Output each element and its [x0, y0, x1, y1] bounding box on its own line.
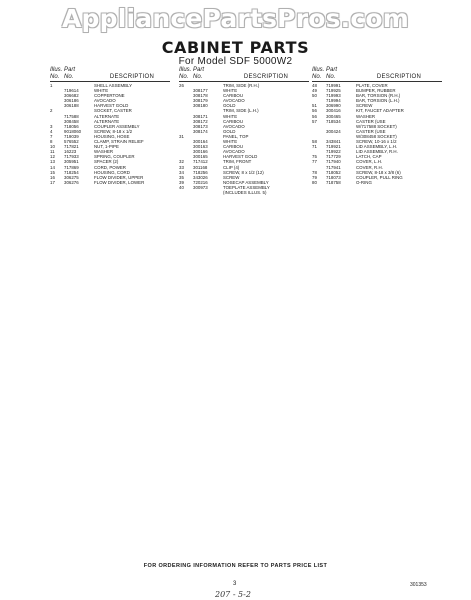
header-illus: Illus. — [50, 67, 63, 73]
illus-number: 10 — [50, 144, 55, 150]
part-number: 306275 — [64, 174, 79, 180]
part-description: TRIM, SIDE (L.H.) — [223, 108, 259, 114]
part-description: O-RING — [356, 179, 372, 185]
watermark-logo: AppliancePartsPros.com — [61, 4, 410, 33]
illus-number: 2 — [50, 108, 53, 114]
part-number: 308177 — [193, 88, 208, 94]
page-subtitle: For Model SDF 5000W2 — [178, 56, 293, 67]
part-description: AVOCADO — [223, 98, 245, 104]
part-description: W/717588 SOCKET) — [356, 123, 397, 129]
part-description: CARIBOU — [223, 93, 244, 99]
part-description: BAR, TORSION (L.H.) — [356, 98, 400, 104]
part-description: SCREW, 8-18 x 1/2 — [94, 128, 133, 134]
part-number: 305951 — [64, 159, 79, 165]
part-description: LID ASSEMBLY, R.H. — [356, 149, 398, 155]
part-description: SOCKET, CASTER — [94, 108, 132, 114]
part-number: 306276 — [64, 179, 79, 185]
part-number: 718534 — [326, 118, 341, 124]
part-description: CASTER (USE — [356, 128, 386, 134]
part-description: PLATE, COVER — [356, 83, 388, 88]
parts-row — [50, 180, 170, 185]
column-header-line2 — [50, 74, 170, 82]
part-description: SCREW — [223, 174, 240, 180]
part-description: GOLD — [223, 128, 236, 134]
parts-column-1 — [50, 67, 170, 185]
part-number: 300166 — [193, 149, 208, 155]
part-description: HOUSING, HOSE — [94, 133, 130, 139]
part-description: CARIBOU — [223, 118, 244, 124]
part-description: TOEPLATE ASSEMBLY — [223, 184, 270, 190]
illus-number: 8 — [50, 139, 53, 145]
header-no-illus: No. — [312, 74, 322, 80]
illus-number: 50 — [312, 93, 317, 99]
illus-number: 11 — [50, 149, 55, 155]
illus-number: 56 — [312, 108, 317, 114]
header-description: DESCRIPTION — [109, 74, 155, 80]
part-number: 300973 — [193, 184, 208, 190]
column-header-line1 — [50, 67, 170, 74]
part-number: 717412 — [193, 159, 208, 165]
illus-number: 3 — [50, 123, 53, 129]
illus-number: 56 — [312, 113, 317, 119]
header-no-part: No. — [326, 74, 336, 80]
part-number: 308172 — [193, 118, 208, 124]
illus-number: 40 — [179, 184, 184, 190]
part-number: 308173 — [193, 123, 208, 129]
part-description: WASHER — [94, 149, 114, 155]
illus-number: 35 — [179, 174, 184, 180]
illus-number: 32 — [179, 159, 184, 165]
header-part: Part — [326, 67, 338, 73]
part-description: CASTER (USE — [356, 118, 386, 124]
part-description: SCREW — [356, 103, 373, 109]
part-number: 576552 — [64, 139, 79, 145]
ordering-note: FOR ORDERING INFORMATION REFER TO PARTS PRICE LIST — [143, 563, 328, 569]
part-description: SPRING, COUPLER — [94, 154, 135, 160]
part-number: 308174 — [193, 128, 208, 134]
part-number: 306682 — [64, 93, 79, 99]
part-description: SCREW, 8 x 1/2 (12) — [223, 169, 264, 175]
part-number: 718056 — [64, 123, 79, 129]
part-description: ALTERNATE — [94, 118, 120, 124]
part-description: FLOW DIVIDER, UPPER — [94, 174, 144, 180]
part-number: 718052 — [326, 169, 341, 175]
part-description: BAR, TORSION (R.H.) — [356, 93, 401, 99]
parts-row — [179, 190, 309, 195]
illus-number: 58 — [312, 139, 317, 145]
header-description: DESCRIPTION — [376, 74, 422, 80]
illus-number: 71 — [312, 144, 317, 150]
part-description: COUPLER ASSEMBLY — [94, 123, 140, 129]
part-description: AVOCADO — [223, 149, 245, 155]
part-number: 719921 — [326, 144, 341, 150]
part-description: GOLD — [223, 103, 236, 109]
parts-row — [312, 180, 442, 185]
illus-number: 75 — [312, 154, 317, 160]
parts-list — [179, 83, 309, 195]
part-description: HARVEST GOLD — [223, 154, 258, 160]
illus-number: 39 — [179, 179, 184, 185]
part-number: 717588 — [64, 113, 79, 119]
illus-number: 14 — [50, 164, 55, 170]
illus-number: 49 — [312, 88, 317, 94]
part-description: CARIBOU — [223, 144, 244, 150]
column-header-line1 — [312, 67, 442, 74]
illus-number: 51 — [312, 103, 317, 109]
part-number — [193, 190, 223, 195]
illus-number: 4 — [50, 128, 53, 134]
column-header-line2 — [179, 74, 309, 82]
part-number: 717933 — [64, 154, 79, 160]
part-description: ALTERNATE — [94, 113, 120, 119]
header-no-part: No. — [193, 74, 203, 80]
illus-number: 17 — [50, 179, 55, 185]
part-number: 308179 — [193, 98, 208, 104]
header-illus: Illus. — [179, 67, 192, 73]
part-description: COPPERTONE — [94, 93, 125, 99]
part-description: NOSECAP ASSEMBLY — [223, 179, 269, 185]
part-number: 717821 — [64, 144, 79, 150]
part-number: 308171 — [193, 113, 208, 119]
illus-number — [179, 190, 193, 195]
illus-number: 26 — [179, 83, 184, 88]
illus-number: 15 — [50, 169, 55, 175]
part-number: 308458 — [64, 118, 79, 124]
illus-number: 57 — [312, 118, 317, 124]
part-number: 717869 — [64, 164, 79, 170]
column-header-line2 — [312, 74, 442, 82]
part-number: 719993 — [326, 93, 341, 99]
part-number: 718256 — [193, 169, 208, 175]
header-part: Part — [193, 67, 205, 73]
header-no-part: No. — [64, 74, 74, 80]
header-illus: Illus. — [312, 67, 325, 73]
part-number: 718254 — [64, 169, 79, 175]
illus-number: 34 — [179, 169, 184, 175]
illus-number: 79 — [312, 174, 317, 180]
part-number: 719994 — [326, 98, 341, 104]
header-description: DESCRIPTION — [243, 74, 289, 80]
part-description: WHITE — [223, 88, 238, 94]
part-description: W/308458 SOCKET) — [356, 133, 397, 139]
page-title: CABINET PARTS — [161, 38, 310, 57]
part-description: LID ASSEMBLY, L.H. — [356, 144, 398, 150]
illus-number: 33 — [179, 164, 184, 170]
part-description: CLAMP, STRAIN RELIEF — [94, 139, 144, 145]
part-number: 343841 — [326, 139, 341, 145]
header-no-illus: No. — [50, 74, 60, 80]
illus-number: 48 — [312, 83, 317, 88]
header-no-illus: No. — [179, 74, 189, 80]
part-description: TRIM, FRONT — [223, 159, 252, 165]
part-description: COUPLER, PULL RING — [356, 174, 403, 180]
parts-list — [312, 83, 442, 185]
part-description: NUT, 1-PIPE — [94, 144, 119, 150]
part-description: LATCH, CAP — [356, 154, 382, 160]
part-number: 308180 — [193, 103, 208, 109]
part-description: KIT, FAUCET ADAPTER — [356, 108, 404, 114]
part-description: CLIP (4) — [223, 164, 240, 170]
part-description: HOUSING, CORD — [94, 169, 130, 175]
part-number: 300165 — [193, 154, 208, 160]
part-number: 720216 — [193, 179, 208, 185]
illus-number: 77 — [312, 159, 317, 165]
part-number: 16223 — [64, 149, 77, 155]
part-description: WASHER — [356, 113, 376, 119]
part-number: 306990 — [326, 103, 341, 109]
part-description: CORD, POWER — [94, 164, 126, 170]
part-number: 301168 — [193, 164, 208, 170]
part-description: COVER, R.H. — [356, 164, 383, 170]
part-number: 717729 — [326, 154, 341, 160]
part-description: PANEL, TOP — [223, 133, 249, 139]
part-number: 719039 — [64, 133, 79, 139]
part-description: FLOW DIVIDER, LOWER — [94, 179, 145, 185]
part-number: 9018060 — [64, 128, 82, 134]
part-description: SCREW, 8-18 x 3/8 (6) — [356, 169, 401, 175]
part-description: WHITE — [223, 139, 238, 145]
illus-number: 80 — [312, 179, 317, 185]
part-number: 300424 — [326, 128, 341, 134]
parts-column-2 — [179, 67, 309, 195]
part-description: AVOCADO — [94, 98, 116, 104]
part-number: 343026 — [193, 174, 208, 180]
part-number: 718073 — [326, 174, 341, 180]
part-number: 300163 — [193, 144, 208, 150]
part-description: SHELL ASSEMBLY — [94, 83, 133, 88]
handwritten-note: 207 - 5-2 — [215, 590, 251, 599]
part-number: 306186 — [64, 98, 79, 104]
part-description: SCREW, 10-16 x 1/2 — [356, 139, 397, 145]
part-description: WHITE — [94, 88, 109, 94]
page-number: 3 — [233, 581, 237, 587]
part-description: SPACER (2) — [94, 159, 119, 165]
part-number: 300465 — [326, 113, 341, 119]
illus-number: 31 — [179, 133, 184, 139]
parts-column-3 — [312, 67, 442, 185]
part-number: 308178 — [193, 93, 208, 99]
illus-number: 7 — [50, 133, 53, 139]
part-number: 717940 — [326, 159, 341, 165]
part-number: 719925 — [326, 88, 341, 94]
part-description: WHITE — [223, 113, 238, 119]
part-number: 306188 — [64, 103, 79, 109]
column-header-line1 — [179, 67, 309, 74]
part-description: BUMPER, RUBBER — [356, 88, 396, 94]
illus-number: 12 — [50, 154, 55, 160]
part-number: 719614 — [64, 88, 79, 94]
part-description: HARVEST GOLD — [94, 103, 129, 109]
part-number: 718758 — [326, 179, 341, 185]
document-number: 301353 — [410, 582, 427, 588]
part-number: 717941 — [326, 164, 341, 170]
illus-number: 16 — [50, 174, 55, 180]
part-description: AVOCADO — [223, 123, 245, 129]
illus-number: 1 — [50, 83, 53, 88]
illus-number: 13 — [50, 159, 55, 165]
part-number: 300164 — [193, 139, 208, 145]
part-number: 719991 — [326, 83, 341, 88]
part-number: 300416 — [326, 108, 341, 114]
part-description: TRIM, SIDE (R.H.) — [223, 83, 260, 88]
illus-number: 78 — [312, 169, 317, 175]
parts-list — [50, 83, 170, 185]
part-description: COVER, L.H. — [356, 159, 383, 165]
header-part: Part — [64, 67, 76, 73]
part-description: (INCLUDES ILLUS. 5) — [223, 189, 267, 195]
part-number: 719922 — [326, 149, 341, 155]
